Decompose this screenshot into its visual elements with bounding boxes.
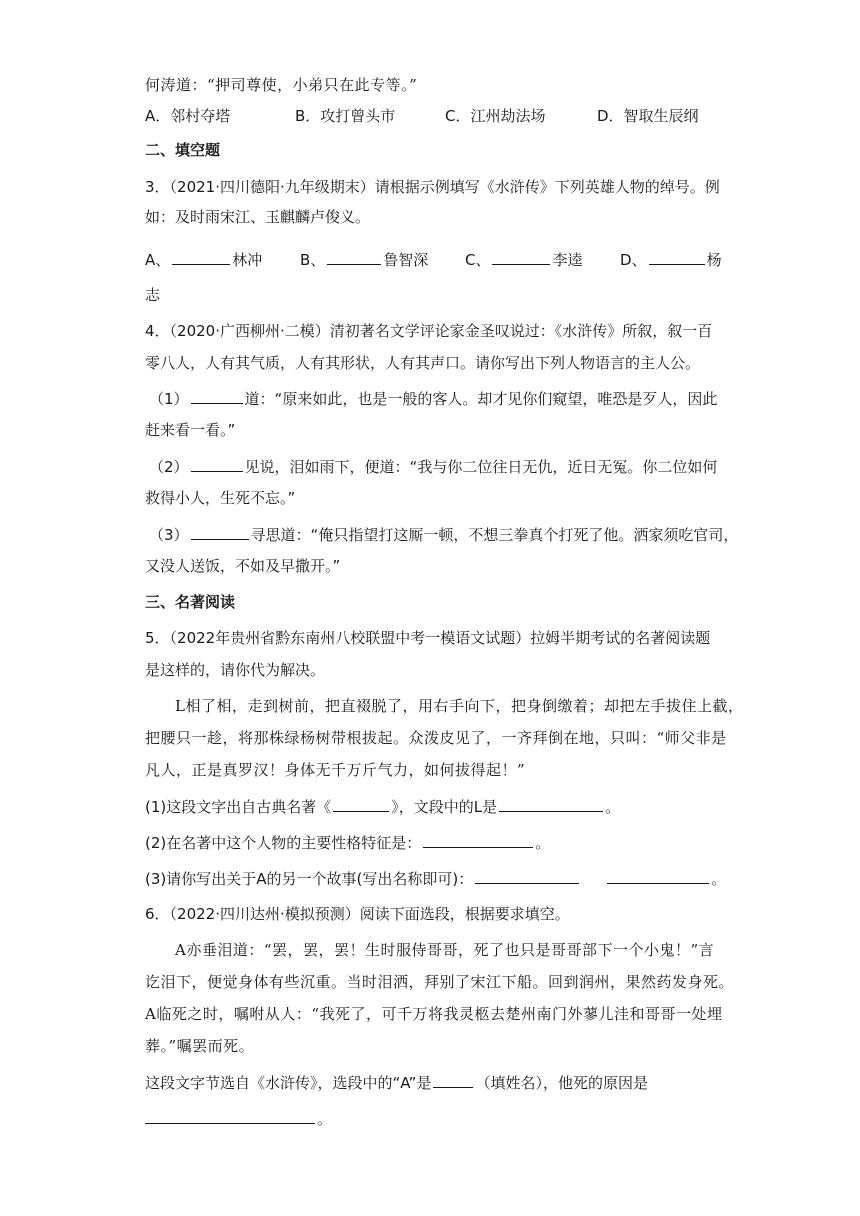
q6-passage-line2: 讫泪下，便觉身体有些沉重。当时泪洒，拜别了宋江下船。回到润州，果然药发身死。 — [145, 973, 735, 991]
q5-subq2: (2)在名著中这个人物的主要性格特征是： 。 — [145, 831, 550, 854]
q5-subq3: (3)请你写出关于A的另一个故事(写出名称即可)： 。 — [145, 867, 726, 890]
q4-sub1-line2: 赶来看一看。” — [145, 421, 236, 439]
answer-blank[interactable] — [475, 867, 579, 884]
q5-passage-line2: 把腰只一趁，将那株绿杨树带根拔起。众泼皮见了，一齐拜倒在地，只叫：“师父非是 — [145, 729, 727, 747]
q4-stem-line1: 4．（2020·广西柳州·二模）清初著名文学评论家金圣叹说过：《水浒传》所叙，叙一百 — [145, 322, 713, 340]
q4-sub2-line1: （2） 见说，泪如雨下，便道：“我与你二位往日无仇，近日无冤。你二位如何 — [149, 455, 717, 478]
q3-item-b: B、 鲁智深 — [300, 248, 428, 271]
q2-option-c: C．江州劫法场 — [445, 107, 546, 125]
answer-blank[interactable] — [423, 831, 533, 848]
section-title-classic-reading: 三、名著阅读 — [145, 593, 236, 611]
q5-passage-line3: 凡人，正是真罗汉！身体无千万斤气力，如何拔得起！” — [145, 761, 526, 779]
section-title-fill-in: 二、填空题 — [145, 141, 221, 159]
q3-wrap-text: 志 — [145, 286, 161, 304]
q6-question-line1: 这段文字节选自《水浒传》，选段中的“A”是 （填姓名），他死的原因是 — [145, 1071, 648, 1094]
q6-question-line2: 。 — [145, 1107, 332, 1130]
q6-passage-line1: A亦垂泪道：“罢，罢，罢！生时服侍哥哥，死了也只是哥哥部下一个小鬼！”言 — [175, 941, 715, 959]
answer-blank[interactable] — [191, 387, 243, 404]
answer-blank[interactable] — [649, 248, 705, 265]
q3-item-d: D、 杨 — [620, 248, 722, 271]
q5-stem-line1: 5．（2022年贵州省黔东南州八校联盟中考一模语文试题）拉姆半期考试的名著阅读题 — [145, 629, 711, 647]
q3-stem-line1: 3．（2021·四川德阳·九年级期末）请根据示例填写《水浒传》下列英雄人物的绰号。例 — [145, 178, 720, 196]
q5-subq1: (1)这段文字出自古典名著《 》，文段中的L是 。 — [145, 795, 620, 818]
q4-sub3-line1: （3） 寻思道：“俺只指望打这厮一顿，不想三拳真个打死了他。洒家须吃官司， — [149, 523, 738, 546]
q4-stem-line2: 零八人，人有其气质，人有其形状，人有其声口。请你写出下列人物语言的主人公。 — [145, 354, 701, 372]
answer-blank[interactable] — [492, 248, 550, 265]
answer-blank[interactable] — [499, 795, 603, 812]
answer-blank[interactable] — [333, 795, 389, 812]
q5-passage-line1: L相了相，走到树前，把直裰脱了，用右手向下，把身倒缴着；却把左手拔住上截， — [175, 697, 744, 715]
answer-blank[interactable] — [191, 455, 243, 472]
q4-sub3-line2: 又没人送饭，不如及早撒开。” — [145, 557, 341, 575]
q4-sub1-line1: （1） 道：“原来如此，也是一般的客人。却才见你们窥望，唯恐是歹人，因此 — [149, 387, 717, 410]
q6-passage-line3: A临死之时，嘱咐从人：“我死了，可千万将我灵柩去楚州南门外蓼儿洼和哥哥一处埋 — [145, 1005, 723, 1023]
q3-item-c: C、 李逵 — [465, 248, 583, 271]
answer-blank[interactable] — [327, 248, 381, 265]
q3-stem-line2: 如：及时雨宋江、玉麒麟卢俊义。 — [145, 208, 371, 226]
answer-blank[interactable] — [607, 867, 709, 884]
q3-item-a: A、 林冲 — [145, 248, 262, 271]
answer-blank[interactable] — [433, 1071, 473, 1088]
q2-option-a: A．邻村夺塔 — [145, 107, 231, 125]
answer-blank[interactable] — [172, 248, 230, 265]
q6-passage-line4: 葬。”嘱罢而死。 — [145, 1037, 255, 1055]
q2-quote-line: 何涛道：“押司尊使，小弟只在此专等。” — [145, 76, 418, 94]
q6-stem: 6．（2022·四川达州·模拟预测）阅读下面选段，根据要求填空。 — [145, 905, 570, 923]
q2-option-b: B．攻打曾头市 — [295, 107, 396, 125]
answer-blank[interactable] — [145, 1107, 315, 1124]
q2-option-d: D．智取生辰纲 — [597, 107, 699, 125]
answer-blank[interactable] — [191, 523, 249, 540]
q5-stem-line2: 是这样的，请你代为解决。 — [145, 661, 326, 679]
q4-sub2-line2: 救得小人，生死不忘。” — [145, 489, 296, 507]
